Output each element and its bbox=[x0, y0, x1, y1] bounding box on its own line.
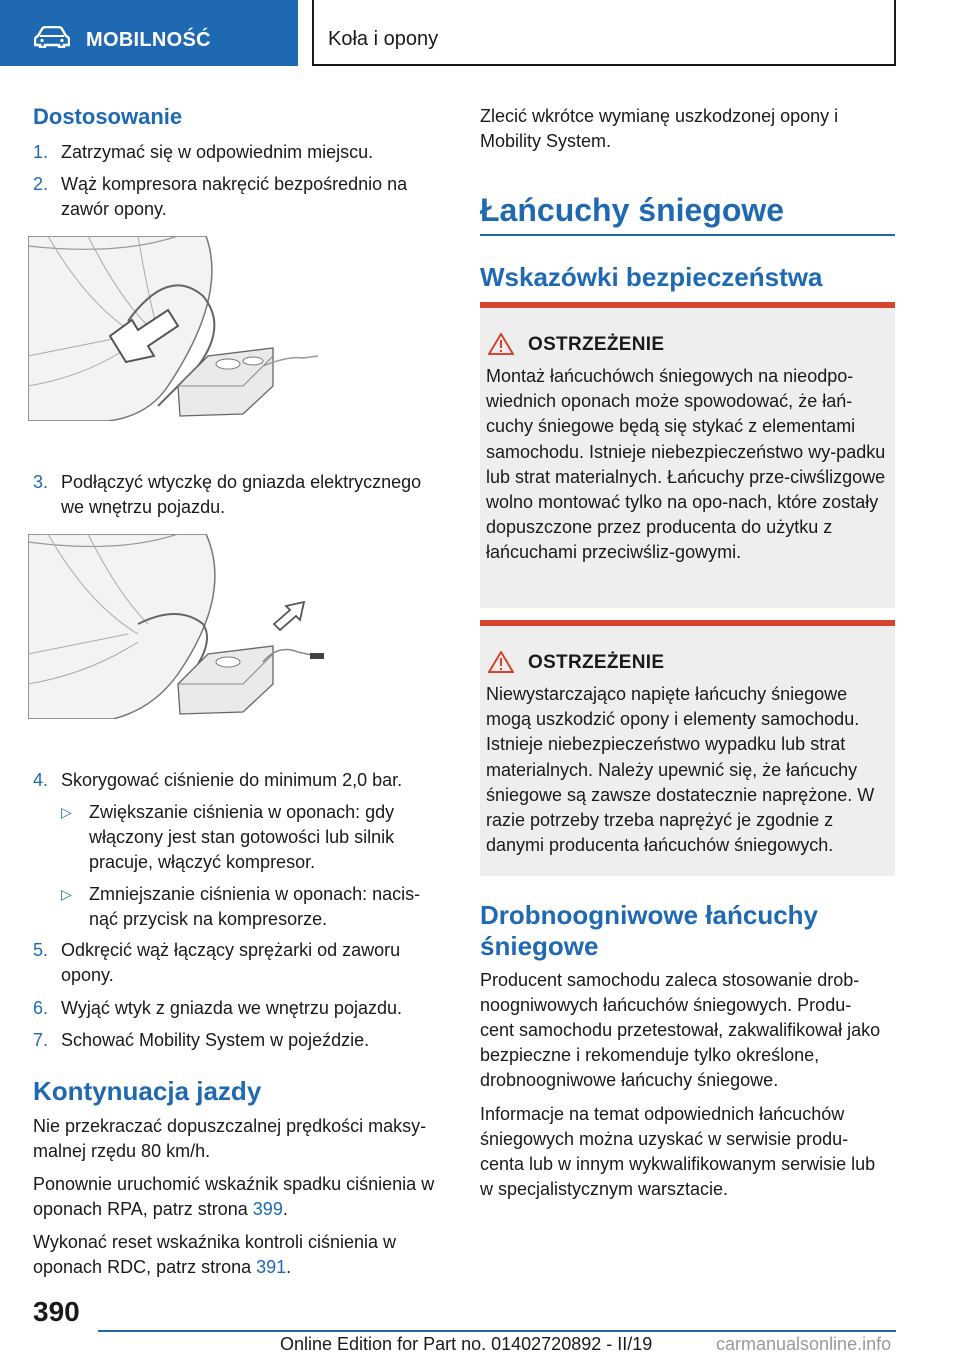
intro-text: Zlecić wkrótce wymianę uszkodzonej opony i Mobility System. bbox=[480, 106, 839, 151]
step-number: 5. bbox=[33, 940, 49, 960]
warning-box-2 bbox=[480, 620, 895, 876]
step-text: Schować Mobility System w pojeździe. bbox=[61, 1030, 370, 1050]
chapter-tab bbox=[312, 0, 896, 66]
section-tab bbox=[0, 0, 298, 66]
fine-chains-p2: Informacje na temat odpowiednich łańcuchów śniegowych można uzyskać w serwisie produ‐centa lub w innym wykwalifikowanym serwisie lub w specjalistycznym warsztacie. bbox=[480, 1104, 876, 1199]
heading-chains-rule bbox=[480, 234, 895, 236]
triangle-marker-icon: ▷ bbox=[61, 886, 72, 902]
heading-fine-chains: Drobnoogniwowe łańcuchy śniegowe bbox=[480, 900, 819, 961]
footer-edition: Online Edition for Part no. 01402720892 - II/19 bbox=[280, 1334, 653, 1354]
watermark: carmanualsonline.info bbox=[716, 1334, 892, 1354]
page-link-399[interactable]: 399 bbox=[252, 1199, 283, 1219]
warning-title: OSTRZEŻENIE bbox=[528, 652, 665, 673]
heading-safety: Wskazówki bezpieczeństwa bbox=[480, 262, 823, 292]
rdc-text: Wykonać reset wskaźnika kontroli ciśnienia w oponach RDC, patrz strona bbox=[33, 1232, 396, 1277]
step-text: Podłączyć wtyczkę do gniazda elektrycznego we wnętrzu pojazdu. bbox=[61, 472, 422, 517]
warning-box-1 bbox=[480, 302, 895, 608]
compressor-valve-illustration bbox=[28, 236, 328, 421]
step-text: Skorygować ciśnienie do minimum 2,0 bar. bbox=[61, 770, 403, 790]
rpa-text: Ponownie uruchomić wskaźnik spadku ciśnienia w oponach RPA, patrz strona bbox=[33, 1174, 435, 1219]
step-text: Wyjąć wtyk z gniazda we wnętrzu pojazdu. bbox=[61, 998, 402, 1018]
substep-text: Zmniejszanie ciśnienia w oponach: nacis‐nąć przycisk na kompresorze. bbox=[89, 884, 421, 929]
warning-text: Montaż łańcuchówch śniegowych na nieodpo‐wiednich oponach może spowodować, że łań‐cuchy śniegowe będą się stykać z elementami samochodu. Istnieje niebezpieczeństwo wy‐padku lub strat materialnych. Łańcuchy prze‐ciwślizgowe wolno montować tylko na opo‐nach, które zostały dopuszczone przez producenta do użytku z łańcuchami przeciwśliz‐gowymi. bbox=[486, 366, 886, 563]
rdc-suffix: . bbox=[286, 1257, 292, 1277]
fine-chains-p1: Producent samochodu zaleca stosowanie drob‐noogniwowych łańcuchów śniegowych. Produ‐cent samochodu przetestował, zakwalifikował jako bezpieczne i rekomenduje tylko określone, drobnoogniwowe łańcuchy śniegowe. bbox=[480, 970, 881, 1090]
step-number: 2. bbox=[33, 174, 49, 194]
page-number: 390 bbox=[33, 1296, 80, 1327]
section-title: MOBILNOŚĆ bbox=[86, 29, 211, 51]
step-number: 1. bbox=[33, 142, 49, 162]
warning-text: Niewystarczająco napięte łańcuchy śniegowe mogą uszkodzić opony i elementy samochodu. Istnieje niebezpieczeństwo wypadku lub strat materialnych. Należy upewnić się, że łańcuchy śniegowe są zawsze dostatecznie naprężone. W razie potrzeby trzeba naprężyć je zgodnie z danymi producenta łańcuchów śniegowych. bbox=[486, 684, 875, 856]
plug-socket-illustration bbox=[28, 534, 328, 719]
step-number: 3. bbox=[33, 472, 49, 492]
continue-rpa bbox=[33, 1172, 443, 1222]
car-icon bbox=[34, 26, 70, 48]
footer-rule bbox=[98, 1330, 896, 1332]
triangle-marker-icon: ▷ bbox=[61, 804, 72, 820]
step-text: Odkręcić wąż łączący sprężarki od zaworu opony. bbox=[61, 940, 401, 985]
step-number: 7. bbox=[33, 1030, 49, 1050]
heading-continue: Kontynuacja jazdy bbox=[33, 1076, 262, 1106]
warning-title: OSTRZEŻENIE bbox=[528, 334, 665, 355]
step-text: Zatrzymać się w odpowiednim miejscu. bbox=[61, 142, 374, 162]
warning-triangle-icon bbox=[488, 651, 514, 673]
substep-text: Zwiększanie ciśnienia w oponach: gdy włączony jest stan gotowości lub silnik pracuje, włączyć kompresor. bbox=[89, 802, 395, 872]
step-number: 4. bbox=[33, 770, 49, 790]
page-link-391[interactable]: 391 bbox=[256, 1257, 287, 1277]
rpa-suffix: . bbox=[282, 1199, 288, 1219]
heading-adjust: Dostosowanie bbox=[33, 104, 183, 129]
step-number: 6. bbox=[33, 998, 49, 1018]
heading-chains: Łańcuchy śniegowe bbox=[480, 192, 785, 228]
continue-rdc bbox=[33, 1230, 403, 1280]
continue-speed: Nie przekraczać dopuszczalnej prędkości maksy‐malnej rzędu 80 km/h. bbox=[33, 1116, 427, 1161]
chapter-title: Koła i opony bbox=[328, 28, 439, 50]
step-text: Wąż kompresora nakręcić bezpośrednio na zawór opony. bbox=[61, 174, 408, 219]
warning-triangle-icon bbox=[488, 333, 514, 355]
